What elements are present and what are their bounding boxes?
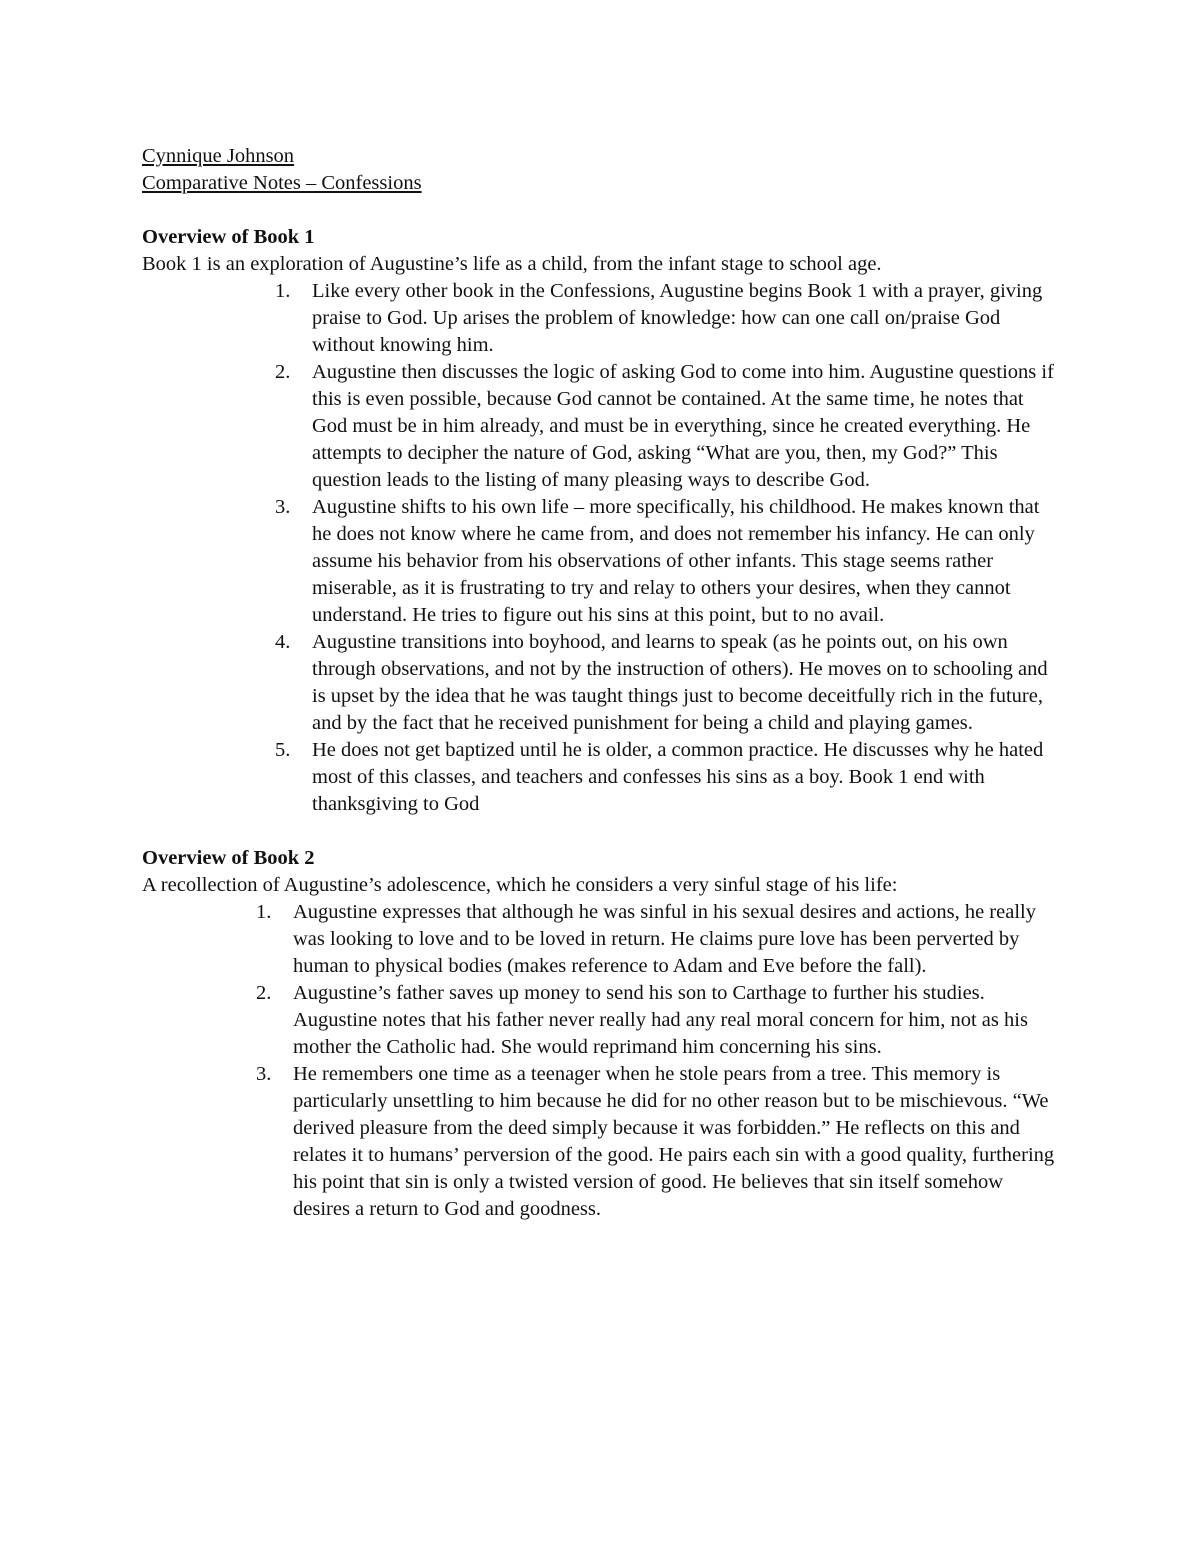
list-item-text: Augustine transitions into boyhood, and learns to speak (as he points out, on his own through observations, and not by the instruction of others). He moves on to schooling and is upset by the idea that he was taught things just to become deceitfully rich in the future, and by the fact that he received punishment for being a child and playing games. [312,631,1048,734]
book1-intro: Book 1 is an exploration of Augustine’s life as a child, from the infant stage to school age. [142,253,882,275]
spacer [142,818,1062,845]
list-item [142,737,1062,818]
document-title: Comparative Notes – Confessions [142,172,422,194]
list-item [142,980,1062,1061]
book1-list [142,278,1062,818]
spacer [142,197,1062,224]
list-item-text: He does not get baptized until he is older, a common practice. He discusses why he hated most of this classes, and teachers and confesses his sins as a boy. Book 1 end with thanksgiving to God [312,739,1044,815]
list-item [142,494,1062,629]
list-item-number: 1. [256,901,272,923]
book2-heading: Overview of Book 2 [142,847,315,869]
list-item-number: 3. [275,496,291,518]
author-name: Cynnique Johnson [142,145,295,167]
book1-heading: Overview of Book 1 [142,226,315,248]
list-item-text: Augustine expresses that although he was sinful in his sexual desires and actions, he really was looking to love and to be loved in return. He claims pure love has been perverted by human to physical bodies (makes reference to Adam and Eve before the fall). [293,901,1036,977]
list-item [142,899,1062,980]
book2-list [142,899,1062,1223]
list-item-text: He remembers one time as a teenager when he stole pears from a tree. This memory is particularly unsettling to him because he did for no other reason but to be mischievous. “We derived pleasure from the deed simply because it was forbidden.” He reflects on this and relates it to humans’ perversion of the good. He pairs each sin with a good quality, furthering his point that sin is only a twisted version of good. He believes that sin itself somehow desires a return to God and goodness. [293,1063,1055,1220]
list-item-number: 2. [256,982,272,1004]
list-item [142,629,1062,737]
list-item-number: 1. [275,280,291,302]
list-item-text: Augustine shifts to his own life – more specifically, his childhood. He makes known that he does not know where he came from, and does not remember his infancy. He can only assume his behavior from his observations of other infants. This stage seems rather miserable, as it is frustrating to try and relay to others your desires, when they cannot understand. He tries to figure out his sins at this point, but to no avail. [312,496,1040,626]
list-item-number: 5. [275,739,291,761]
document-body [142,143,1062,1223]
list-item-text: Like every other book in the Confessions, Augustine begins Book 1 with a prayer, giving praise to God. Up arises the problem of knowledge: how can one call on/praise God without knowing him. [312,280,1043,356]
list-item-number: 4. [275,631,291,653]
list-item [142,278,1062,359]
list-item [142,1061,1062,1223]
list-item-text: Augustine’s father saves up money to send his son to Carthage to further his studies. Augustine notes that his father never really had any real moral concern for him, not as his mother the Catholic had. She would reprimand him concerning his sins. [293,982,1028,1058]
list-item-number: 3. [256,1063,272,1085]
book2-intro: A recollection of Augustine’s adolescence, which he considers a very sinful stage of his life: [142,874,898,896]
list-item-number: 2. [275,361,291,383]
list-item-text: Augustine then discusses the logic of asking God to come into him. Augustine questions if this is even possible, because God cannot be contained. At the same time, he notes that God must be in him already, and must be in everything, since he created everything. He attempts to decipher the nature of God, asking “What are you, then, my God?” This question leads to the listing of many pleasing ways to describe God. [312,361,1054,491]
list-item [142,359,1062,494]
